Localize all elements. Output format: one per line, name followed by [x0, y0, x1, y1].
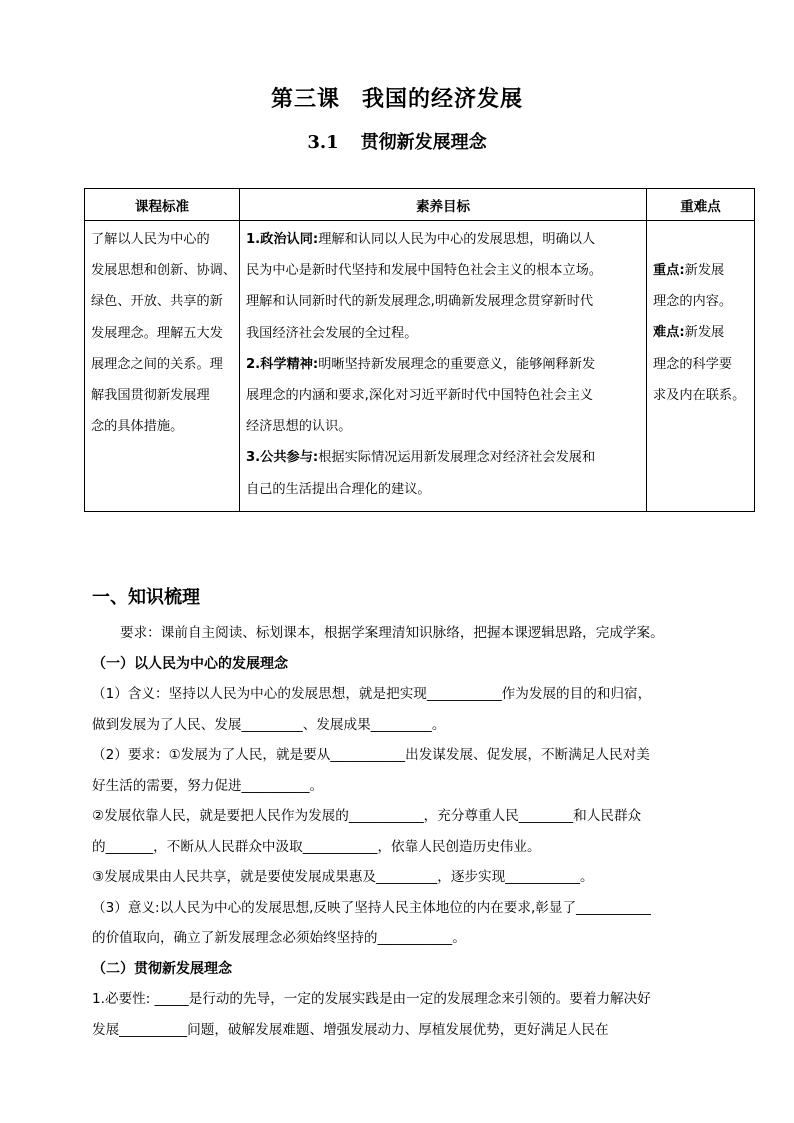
paragraph-line: （3）意义:以人民为中心的发展思想,反映了坚持人民主体地位的内在要求,彰显了___________	[92, 899, 651, 916]
goal-line: 自己的生活提出合理化的建议。	[246, 481, 431, 497]
goal-line: 2.科学精神:明晰坚持新发展理念的重要意义，能够阐释新发	[246, 356, 596, 372]
standard-line: 了解以人民为中心的	[91, 232, 210, 247]
standard-line: 发展理念。理解五大发	[91, 325, 223, 341]
subsection-heading: （一）以人民为中心的发展理念	[92, 655, 288, 672]
goal-line: 民为中心是新时代坚持和发展中国特色社会主义的根本立场。	[246, 263, 603, 279]
table-header-row	[85, 189, 755, 221]
knowledge-section	[92, 582, 714, 1045]
paragraph-line: ②发展依靠人民，就是要把人民作为发展的___________，充分尊重人民________和人民群众	[92, 808, 642, 824]
paragraph-line: 做到发展为了人民、发展_________、发展成果_________。	[92, 716, 446, 733]
goal-line: 展理念的内涵和要求,深化对习近平新时代中国特色社会主义	[246, 388, 594, 404]
goal-line: 我国经济社会发展的全过程。	[246, 325, 418, 341]
key-point-line: 重点:新发展	[653, 263, 725, 278]
standard-line: 绿色、开放、共享的新	[91, 294, 223, 310]
paragraph-line: 1.必要性: _____是行动的先导，一定的发展实践是由一定的发展理念来引领的。要着力解决好	[92, 991, 651, 1007]
goal-line: 经济思想的认识。	[246, 419, 352, 435]
goals-cell	[240, 221, 647, 512]
paragraph-line: 的_______，不断从人民群众中汲取___________，依靠人民创造历史伟业。	[92, 838, 541, 855]
subsection-heading: （二）贯彻新发展理念	[92, 960, 232, 977]
standard-cell	[85, 221, 240, 512]
key-label: 重点:	[653, 263, 685, 278]
header-goals: 素养目标	[240, 189, 647, 221]
standard-line: 念的具体措施。	[91, 419, 184, 435]
difficulty-line: 难点:新发展	[653, 325, 725, 341]
paragraph-line: 的价值取向，确立了新发展理念必须始终坚持的___________。	[92, 930, 466, 946]
standard-line: 展理念之间的关系。理	[91, 356, 223, 372]
key-points-cell	[647, 221, 755, 512]
table-body-row	[85, 221, 755, 512]
difficulty-line: 求及内在联系。	[653, 387, 746, 403]
goal-label: 3.公共参与:	[246, 450, 319, 466]
goal-line: 3.公共参与:根据实际情况运用新发展理念对经济社会发展和	[246, 450, 596, 466]
paragraph-line: 好生活的需要，努力促进__________。	[92, 777, 324, 794]
requirement-text: 要求：课前自主阅读、标划课本，根据学案理清知识脉络，把握本课逻辑思路，完成学案。	[120, 625, 664, 641]
curriculum-table	[84, 188, 755, 512]
header-standard: 课程标准	[85, 189, 240, 221]
paragraph-line: ③发展成果由人民共享，就是要使发展成果惠及_________，逐步实现___________。	[92, 869, 594, 885]
difficulty-label: 难点:	[653, 325, 685, 341]
paragraph-line: （1）含义：坚持以人民为中心的发展思想，就是把实现___________作为发展的目的和归宿，	[92, 686, 652, 702]
goal-label: 2.科学精神:	[246, 356, 319, 372]
standard-line: 解我国贯彻新发展理	[91, 388, 210, 404]
paragraph-line: 发展__________问题，破解发展难题、增强发展动力、厚植发展优势，更好满足人民在	[92, 1021, 609, 1038]
goal-label: 1.政治认同:	[246, 232, 319, 247]
key-point-line: 理念的内容。	[653, 294, 733, 310]
lesson-title: 第三课 我国的经济发展	[270, 86, 524, 112]
header-key-points: 重难点	[647, 189, 755, 221]
standard-line: 发展思想和创新、协调、	[91, 263, 237, 279]
section-heading: 一、知识梳理	[92, 587, 200, 608]
goal-line: 1.政治认同:理解和认同以人民为中心的发展思想，明确以人	[246, 232, 596, 247]
section-title: 3.1 贯彻新发展理念	[307, 132, 487, 153]
paragraph-line: （2）要求：①发展为了人民，就是要从___________出发谋发展、促发展，不断满足人民对美	[92, 747, 650, 763]
goal-line: 理解和认同新时代的新发展理念,明确新发展理念贯穿新时代	[246, 294, 594, 310]
difficulty-line: 理念的科学要	[653, 356, 733, 372]
